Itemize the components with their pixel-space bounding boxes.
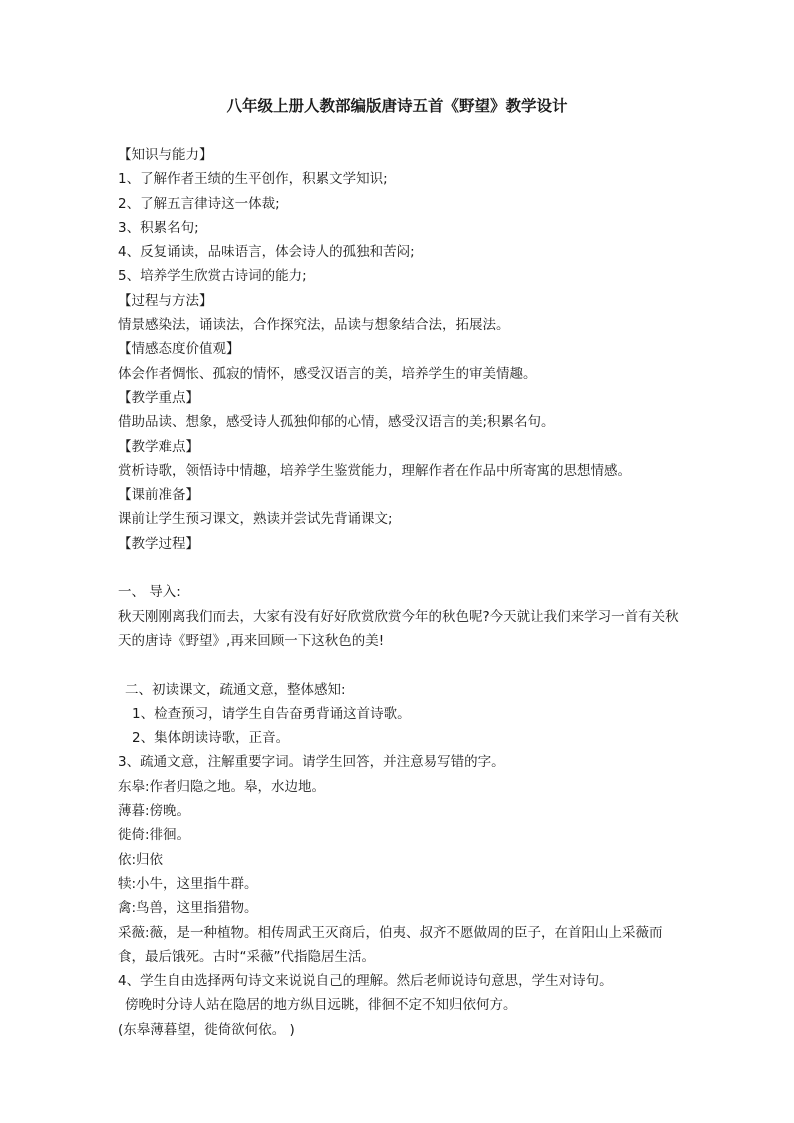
step2-item: 1、检查预习，请学生自告奋勇背诵这首诗歌。	[132, 705, 411, 722]
glossary-entry: 薄暮:傍晚。	[118, 803, 191, 820]
preparation-text: 课前让学生预习课文，熟读并尝试先背诵课文;	[118, 511, 393, 528]
blank-line	[118, 556, 680, 580]
glossary-entry-caiwei: 采薇:薇，是一种植物。相传周武王灭商后，伯夷、叔齐不愿做周的臣子，在首阳山上采薇而食，最后饿死。古时“采薇”代指隐居生活。	[118, 924, 663, 965]
step2-heading: 二、初读课文，疏通文意，整体感知:	[125, 681, 346, 698]
line-meaning: 傍晚时分诗人站在隐居的地方纵目远眺，徘徊不定不知归依何方。	[125, 997, 517, 1014]
document-body	[118, 143, 680, 1042]
poem-quote: (东皋薄暮望，徙倚欲何依。 )	[118, 1021, 295, 1038]
step1-text: 秋天刚刚离我们而去，大家有没有好好欣赏欣赏今年的秋色呢?今天就让我们来学习一首有关秋天的唐诗《野望》,再来回顾一下这秋色的美!	[118, 608, 679, 649]
knowledge-item: 5、培养学生欣赏古诗词的能力;	[118, 268, 307, 285]
process-heading: 【过程与方法】	[118, 292, 213, 309]
knowledge-item: 2、了解五言律诗这一体裁;	[118, 195, 280, 212]
procedure-heading: 【教学过程】	[118, 535, 199, 552]
glossary-entry: 依:归依	[118, 851, 164, 868]
emotion-text: 体会作者惆怅、孤寂的情怀，感受汉语言的美，培养学生的审美情趣。	[118, 365, 537, 382]
glossary-entry: 东皋:作者归隐之地。皋，水边地。	[118, 778, 326, 795]
preparation-heading: 【课前准备】	[118, 487, 199, 504]
step2-item: 4、学生自由选择两句诗文来说说自己的理解。然后老师说诗句意思，学生对诗句。	[118, 973, 613, 990]
document-title: 八年级上册人教部编版唐诗五首《野望》教学设计	[226, 97, 568, 115]
emotion-heading: 【情感态度价值观】	[118, 341, 240, 358]
step2-item: 2、集体朗读诗歌，正音。	[132, 730, 290, 747]
glossary-entry: 徙倚:徘徊。	[118, 827, 191, 844]
knowledge-item: 4、反复诵读，品味语言，体会诗人的孤独和苦闷;	[118, 244, 415, 261]
key-point-text: 借助品读、想象，感受诗人孤独仰郁的心情，感受汉语言的美;积累名句。	[118, 414, 555, 431]
step2-item: 3、疏通文意，注解重要字词。请学生回答，并注意易写错的字。	[118, 754, 505, 771]
knowledge-item: 3、积累名句;	[118, 219, 199, 236]
glossary-entry: 犊:小牛，这里指牛群。	[118, 875, 258, 892]
knowledge-heading: 【知识与能力】	[118, 147, 213, 163]
glossary-entry: 禽:鸟兽，这里指猎物。	[118, 900, 258, 917]
knowledge-item: 1、了解作者王绩的生平创作，积累文学知识;	[118, 171, 388, 188]
step1-heading: 一、 导入:	[118, 584, 181, 601]
process-text: 情景感染法，诵读法，合作探究法，品读与想象结合法，拓展法。	[118, 317, 510, 334]
key-point-heading: 【教学重点】	[118, 389, 199, 406]
difficulty-text: 赏析诗歌，领悟诗中情趣，培养学生鉴赏能力，理解作者在作品中所寄寓的思想情感。	[118, 462, 631, 479]
blank-line	[118, 653, 680, 677]
difficulty-heading: 【教学难点】	[118, 438, 199, 455]
